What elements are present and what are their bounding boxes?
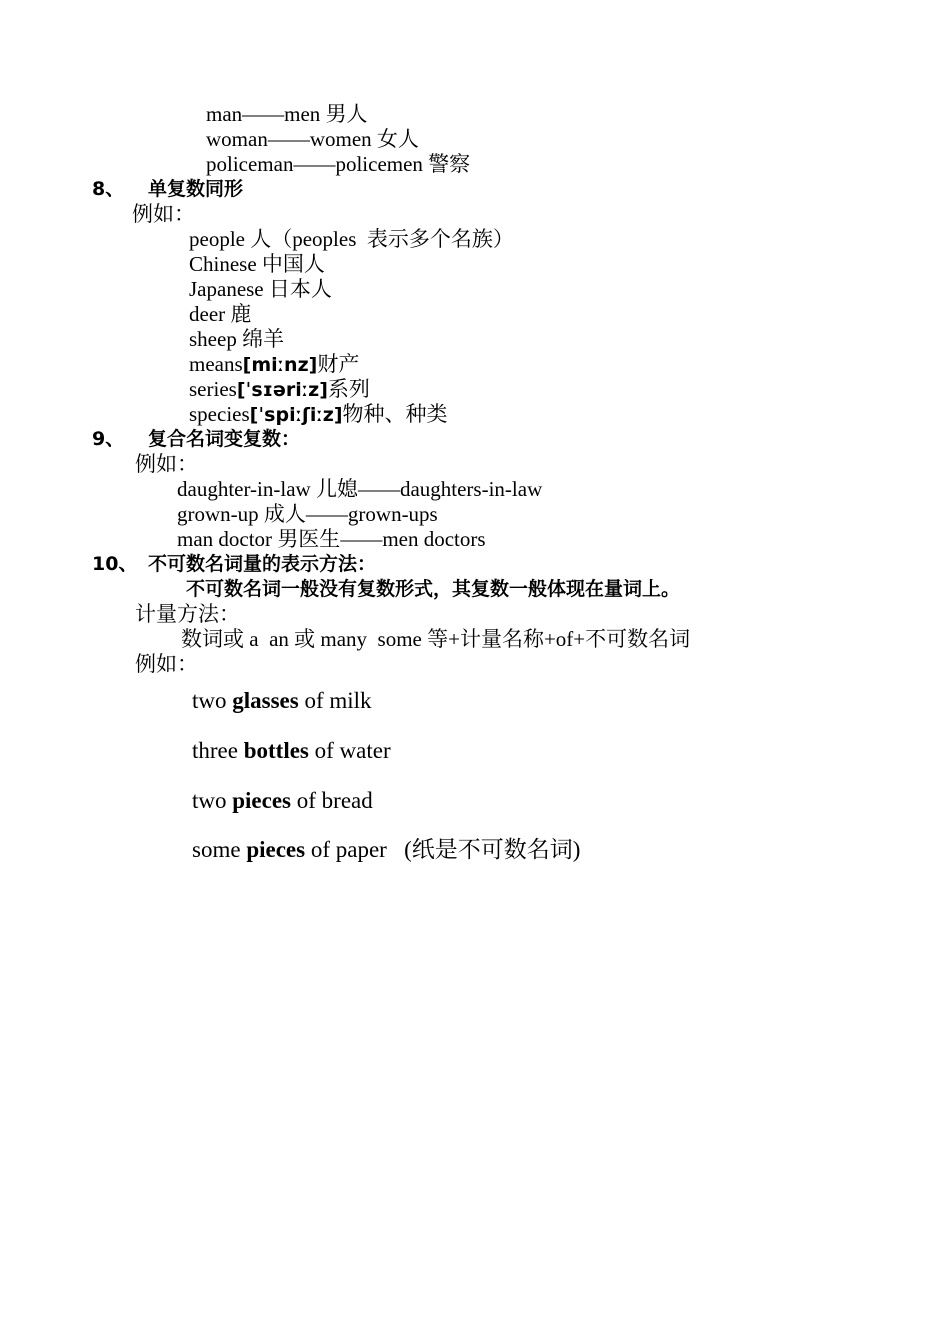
item-cn: 日本人 [268,277,332,301]
example-pre: two [192,688,233,713]
example-unit: bottles [243,738,309,763]
plural-pair [206,102,368,127]
example-pre: two [192,788,233,813]
example-unit: pieces [232,788,292,813]
compound-singular: daughter-in-law [177,477,311,501]
item-word: people [189,227,245,251]
example-note: (纸是不可数名词) [386,837,581,862]
section-number: 8、 [92,178,125,200]
plural-pair-cn: 男人 [325,102,368,126]
item-phonetic: [ˈsɪəriːz] [236,379,328,401]
compound-singular: grown-up [177,502,259,526]
same-form-item [189,327,284,352]
compound-plural: men doctors [382,527,486,551]
measure-example [192,835,580,865]
item-word: Japanese [189,277,264,301]
plural-pair-en: man——men [206,102,321,126]
same-form-item [189,302,251,327]
section-8-heading [92,177,243,202]
measure-example [192,736,391,766]
item-cn: 鹿 [230,302,252,326]
item-word: series [189,377,237,401]
plural-pair-cn: 女人 [376,127,419,151]
item-word: sheep [189,327,237,351]
compound-cn: 成人 [263,502,306,526]
compound-item [177,527,486,552]
item-cn: 系列 [327,377,370,401]
same-form-item [189,252,325,277]
section-title: 不可数名词量的表示方法： [148,553,377,575]
plural-pair [206,152,470,177]
item-cn: 财产 [317,352,360,376]
section-number: 9、 [92,428,125,450]
example-pre: some [192,837,247,862]
example-post: of milk [298,688,372,713]
example-post: of paper [305,837,387,862]
item-phonetic: [ˈspiːʃiːz] [249,404,343,426]
example-label: 例如： [135,652,198,676]
plural-pair-en: woman——women [206,127,372,151]
section-9-heading [92,427,300,452]
phonetic-item [189,377,370,403]
measure-example [192,786,373,816]
item-cn: 物种、种类 [342,402,448,426]
item-phonetic: [miːnz] [242,354,318,376]
formula-text: 数词或 a an 或 many some 等+计量名称+of+不可数名词 [181,627,691,651]
item-word: means [189,352,243,376]
plural-pair-en: policeman——policemen [206,152,423,176]
section-title: 复合名词变复数： [148,428,301,450]
example-post: of water [308,738,391,763]
example-label: 例如： [132,202,195,226]
same-form-item [189,277,332,302]
compound-plural: grown-ups [347,502,438,526]
item-word: species [189,402,250,426]
example-post: of bread [291,788,373,813]
section-title: 单复数同形 [148,178,244,200]
section-number: 10、 [92,553,138,575]
plural-pair [206,127,419,152]
compound-item [177,502,438,527]
separator: —— [305,502,348,526]
separator: —— [340,527,383,551]
plural-pair-cn: 警察 [428,152,471,176]
compound-item [177,477,542,502]
compound-plural: daughters-in-law [399,477,543,501]
item-word: Chinese [189,252,257,276]
phonetic-item [189,402,448,428]
rule-text: 不可数名词一般没有复数形式，其复数一般体现在量词上。 [186,578,681,600]
item-word: deer [189,302,226,326]
example-unit: pieces [246,837,306,862]
separator: —— [357,477,400,501]
method-label: 计量方法： [135,602,240,626]
example-label: 例如： [135,452,198,476]
section-10-heading [92,552,376,577]
compound-singular: man doctor [177,527,273,551]
measure-example [192,686,372,716]
compound-cn: 儿媳 [315,477,358,501]
example-pre: three [192,738,244,763]
compound-cn: 男医生 [277,527,341,551]
same-form-item [189,227,514,252]
item-cn: 中国人 [261,252,325,276]
item-cn: 人（peoples 表示多个名族） [250,227,514,251]
phonetic-item [189,352,359,378]
example-unit: glasses [232,688,299,713]
item-cn: 绵羊 [242,327,285,351]
